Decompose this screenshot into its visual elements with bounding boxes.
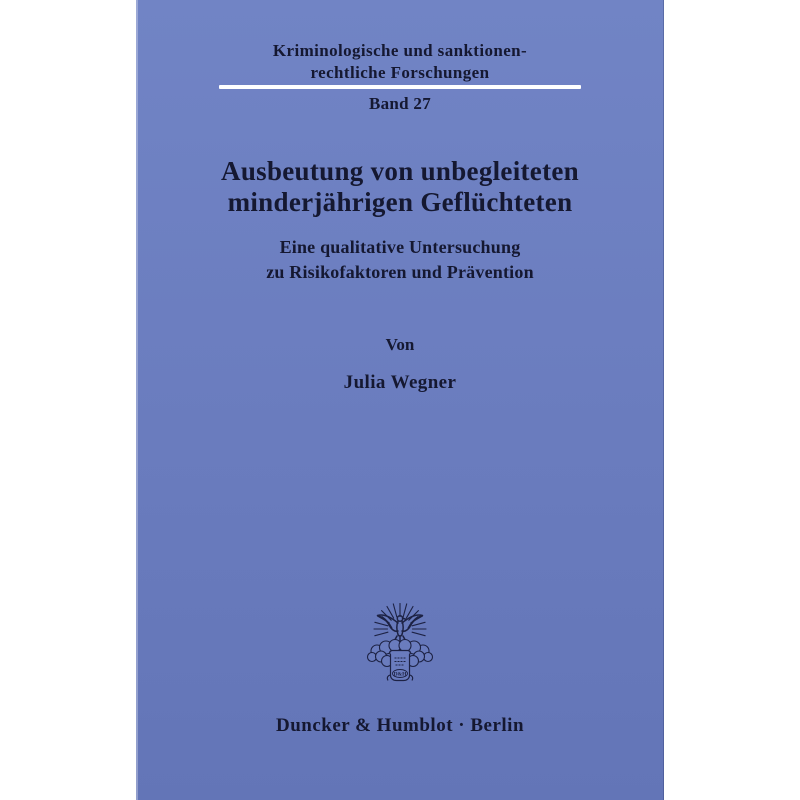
publisher-emblem xyxy=(362,603,438,687)
book-subtitle xyxy=(266,235,534,285)
book-subtitle-line2: zu Risikofaktoren und Prävention xyxy=(266,262,534,282)
series-title-line1: Kriminologische und sanktionen- xyxy=(272,41,528,60)
book-title-line2: minderjährigen Geflüchteten xyxy=(227,187,573,217)
scroll-icon xyxy=(387,651,412,681)
sunburst-rays-icon xyxy=(374,604,426,636)
series-divider-rule xyxy=(219,85,581,89)
book-subtitle-line1: Eine qualitative Untersuchung xyxy=(279,237,521,257)
book-title-line1: Ausbeutung von unbegleiteten xyxy=(221,156,579,186)
band-number: Band 27 xyxy=(368,94,432,113)
book-title xyxy=(221,156,579,218)
phoenix-emblem-icon xyxy=(362,603,438,687)
publisher-imprint: Duncker & Humblot · Berlin xyxy=(275,715,525,736)
series-title-line2: rechtliche Forschungen xyxy=(310,63,490,82)
byline-label: Von xyxy=(385,335,415,354)
book-cover xyxy=(136,0,664,800)
series-title xyxy=(273,40,527,84)
emblem-monogram: D&H xyxy=(393,671,407,678)
author-name: Julia Wegner xyxy=(343,372,457,393)
